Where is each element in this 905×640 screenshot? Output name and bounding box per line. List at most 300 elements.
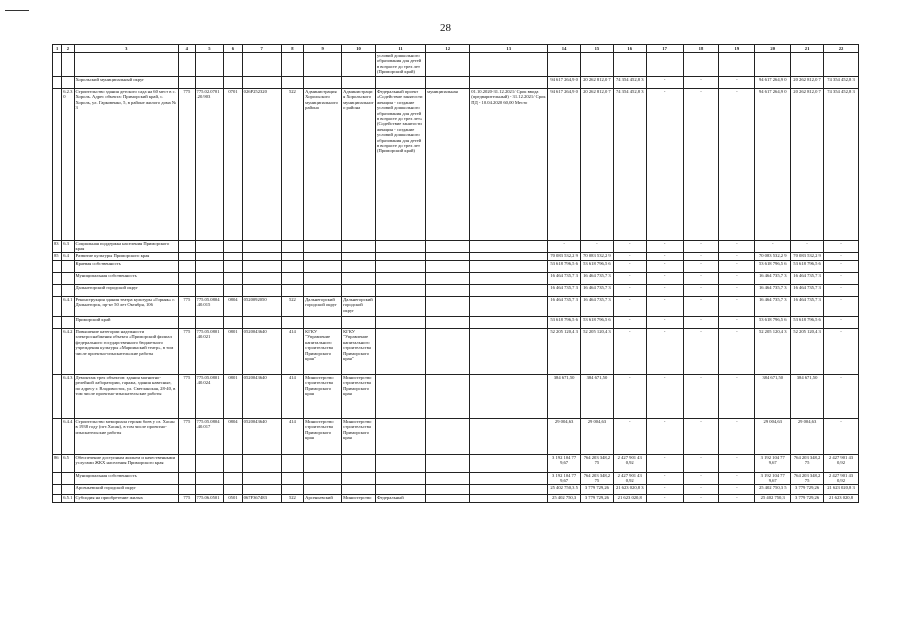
table-cell-c18: -: [683, 455, 719, 473]
table-cell-c2: 6.4.3: [62, 375, 74, 419]
table-cell-c4: [179, 317, 195, 329]
table-cell-c19: -: [719, 285, 755, 297]
table-cell-c6: [224, 261, 242, 273]
table-cell-c16: -: [613, 419, 646, 455]
table-cell-c21: 16 464 735,7 3: [791, 273, 824, 285]
table-cell-c9: [304, 273, 342, 285]
table-cell-c9: [304, 253, 342, 261]
table-cell-c10: [342, 317, 376, 329]
budget-table: [52, 44, 859, 503]
table-cell-c3: Хорольский муниципальный округ: [74, 77, 179, 89]
table-cell-c8: [281, 455, 304, 473]
table-cell-c15: 16 464 735,7 3: [581, 273, 614, 285]
table-cell-c13: [470, 297, 548, 317]
header-cell: 5: [195, 45, 224, 53]
table-cell-c18: [683, 53, 719, 77]
table-cell-c8: 414: [281, 375, 304, 419]
table-cell-c17: -: [646, 494, 683, 502]
table-cell-c3: Реконструкция здания театра культуры «Горняк» г. Дальнегорск, пр-кт 50 лет Октября, 106: [74, 297, 179, 317]
table-cell-c20: 384 671,50: [755, 375, 791, 419]
table-cell-c11: [375, 241, 425, 253]
table-cell-c6: 0804: [224, 297, 242, 317]
table-cell-c12: [426, 53, 470, 77]
table-cell-c12: [426, 253, 470, 261]
table-cell-c9: КГКУ "Управление капитального строительства Приморского края": [304, 329, 342, 375]
table-cell-c7: [242, 77, 281, 89]
header-cell: 4: [179, 45, 195, 53]
table-cell-c3: Социальная поддержка населения Приморского края: [74, 241, 179, 253]
table-cell-c8: [281, 285, 304, 297]
table-cell-c7: [242, 241, 281, 253]
header-cell: 21: [791, 45, 824, 53]
table-cell-c1: [53, 53, 62, 77]
table-cell-c7: 0520043640: [242, 419, 281, 455]
table-cell-c6: [224, 77, 242, 89]
table-cell-c10: Администрация Хорольского муниципального района: [342, 89, 376, 241]
table-cell-c16: 21 623 020,8 3: [613, 484, 646, 494]
table-cell-c1: 85: [53, 253, 62, 261]
table-cell-c7: 026Р252320: [242, 89, 281, 241]
table-cell-c2: 6.5.1: [62, 494, 74, 502]
table-cell-c11: [375, 297, 425, 317]
table-cell-c6: [224, 455, 242, 473]
table-cell-c18: -: [683, 89, 719, 241]
table-cell-c3: Муниципальная собственность: [74, 273, 179, 285]
table-cell-c21: -: [791, 241, 824, 253]
table-cell-c17: -: [646, 317, 683, 329]
table-cell-c19: -: [719, 329, 755, 375]
table-cell-c14: 25 402 750,3: [548, 494, 581, 502]
table-cell-c22: 21 623 020,8: [823, 494, 858, 502]
table-cell-c4: [179, 253, 195, 261]
table-cell-c5: 775.06.0501: [195, 494, 224, 502]
table-cell-c3: Краевая собственность: [74, 261, 179, 273]
table-cell-c19: -: [719, 261, 755, 273]
table-cell-c15: -: [581, 241, 614, 253]
table-cell-c20: 29 004,63: [755, 419, 791, 455]
header-cell: 2: [62, 45, 74, 53]
header-cell: 11: [375, 45, 425, 53]
table-cell-c19: -: [719, 484, 755, 494]
table-cell-c4: [179, 53, 195, 77]
table-cell-c2: 6.3: [62, 241, 74, 253]
table-cell-c5: 775.05.0801 .40.024: [195, 375, 224, 419]
table-cell-c3: Приморский край: [74, 317, 179, 329]
table-cell-c11: [375, 77, 425, 89]
table-cell-c6: 0804: [224, 419, 242, 455]
table-cell-c13: [470, 261, 548, 273]
table-row: [53, 77, 859, 89]
table-cell-c21: 16 464 735,7 3: [791, 285, 824, 297]
table-cell-c19: -: [719, 494, 755, 502]
table-cell-c11: Федеральный: [375, 494, 425, 502]
table-cell-c5: [195, 261, 224, 273]
table-cell-c22: [823, 53, 858, 77]
table-cell-c21: 3 779 729,26: [791, 494, 824, 502]
table-cell-c13: [470, 53, 548, 77]
table-cell-c13: [470, 375, 548, 419]
table-cell-c22: -: [823, 253, 858, 261]
table-cell-c16: 2 427 901 43 0,92: [613, 455, 646, 473]
table-cell-c7: 0520092050: [242, 297, 281, 317]
table-cell-c22: 2 427 901 43 0,92: [823, 473, 858, 485]
table-cell-c16: 74 354 452,8 3: [613, 77, 646, 89]
table-cell-c5: 775.02.0701 .20.903: [195, 89, 224, 241]
table-cell-c2: [62, 273, 74, 285]
table-cell-c17: -: [646, 297, 683, 317]
table-cell-c20: 16 464 735,7 3: [755, 273, 791, 285]
table-cell-c21: 3 779 729,26: [791, 484, 824, 494]
table-cell-c8: [281, 484, 304, 494]
table-cell-c7: [242, 273, 281, 285]
table-cell-c2: [62, 473, 74, 485]
table-cell-c14: 3 192 104 77 9,67: [548, 455, 581, 473]
table-cell-c15: 20 262 812,0 7: [581, 89, 614, 241]
table-cell-c18: -: [683, 473, 719, 485]
table-cell-c3: Демонтаж трех объектов: здания магнитно-релейной лаборатории, гаража, здания навесные, по адресу г. Владивосток, ул. Светланская, 28-40, в том числе проектно-изыскательские работы: [74, 375, 179, 419]
table-cell-c20: 70 083 532,2 9: [755, 253, 791, 261]
table-cell-c7: [242, 285, 281, 297]
header-cell: 6: [224, 45, 242, 53]
table-cell-c14: 29 004,63: [548, 419, 581, 455]
table-cell-c2: 6.4.1: [62, 297, 74, 317]
table-cell-c21: 53 618 796,5 6: [791, 317, 824, 329]
table-cell-c12: [426, 261, 470, 273]
table-cell-c14: 52 205 120,4 3: [548, 329, 581, 375]
table-cell-c4: 775: [179, 329, 195, 375]
header-cell: 7: [242, 45, 281, 53]
table-cell-c6: [224, 484, 242, 494]
table-cell-c7: [242, 484, 281, 494]
table-cell-c7: [242, 53, 281, 77]
table-cell-c11: Федеральный проект «Содействие занятости женщин - создание условий дошкольного образования для детей в возрасте до трех лет» (Содействие занятости женщин - создание условий дошкольного образования для детей в возрасте до трех лет (Приморский край): [375, 89, 425, 241]
table-cell-c13: [470, 253, 548, 261]
table-cell-c16: -: [613, 253, 646, 261]
table-cell-c1: [53, 484, 62, 494]
table-cell-c16: 74 354 452,8 3: [613, 89, 646, 241]
table-cell-c1: [53, 329, 62, 375]
table-cell-c14: [548, 53, 581, 77]
table-cell-c17: -: [646, 273, 683, 285]
table-cell-c2: 6.4: [62, 253, 74, 261]
table-cell-c6: 0801: [224, 375, 242, 419]
table-cell-c21: 20 262 812,0 7: [791, 77, 824, 89]
table-cell-c13: [470, 285, 548, 297]
table-cell-c17: -: [646, 253, 683, 261]
table-cell-c9: Дальнегорский городской округ: [304, 297, 342, 317]
table-cell-c3: Строительство мемориала героям боев у оз. Хасан в 1938 году (пгт.Хасан), в том числе проектно-изыскательские работы: [74, 419, 179, 455]
table-cell-c19: [719, 53, 755, 77]
table-cell-c17: [646, 53, 683, 77]
table-cell-c22: -: [823, 261, 858, 273]
table-cell-c18: -: [683, 484, 719, 494]
table-cell-c14: 70 083 532,2 9: [548, 253, 581, 261]
table-cell-c16: -: [613, 317, 646, 329]
header-cell: 19: [719, 45, 755, 53]
table-cell-c8: [281, 77, 304, 89]
header-cell: 10: [342, 45, 376, 53]
table-cell-c4: [179, 241, 195, 253]
table-cell-c4: [179, 484, 195, 494]
table-row: [53, 455, 859, 473]
table-cell-c2: [62, 77, 74, 89]
table-row: [53, 273, 859, 285]
table-cell-c14: -: [548, 241, 581, 253]
header-cell: 22: [823, 45, 858, 53]
table-row: [53, 317, 859, 329]
table-cell-c11: [375, 273, 425, 285]
table-cell-c20: 25 402 750,3: [755, 494, 791, 502]
table-cell-c4: 775: [179, 419, 195, 455]
table-cell-c22: -: [823, 241, 858, 253]
table-cell-c7: [242, 253, 281, 261]
table-cell-c2: [62, 285, 74, 297]
table-cell-c22: -: [823, 297, 858, 317]
table-cell-c18: -: [683, 253, 719, 261]
table-cell-c11: [375, 261, 425, 273]
table-cell-c9: Администрация Хорольского муниципального района: [304, 89, 342, 241]
table-cell-c20: 53 618 796,5 6: [755, 261, 791, 273]
table-cell-c19: -: [719, 375, 755, 419]
table-cell-c20: -: [755, 241, 791, 253]
table-cell-c10: [342, 484, 376, 494]
table-cell-c13: [470, 455, 548, 473]
table-cell-c18: -: [683, 419, 719, 455]
table-cell-c10: Министерство строительства Приморского края: [342, 375, 376, 419]
table-cell-c21: 764 203 348,2 75: [791, 455, 824, 473]
table-cell-c20: 3 192 104 77 9,67: [755, 473, 791, 485]
table-cell-c22: 74 354 452,8 3: [823, 77, 858, 89]
table-cell-c13: [470, 329, 548, 375]
table-cell-c4: 775: [179, 89, 195, 241]
table-cell-c7: [242, 473, 281, 485]
table-cell-c6: [224, 53, 242, 77]
table-cell-c8: [281, 273, 304, 285]
table-cell-c19: -: [719, 297, 755, 317]
table-header-row: [53, 45, 859, 53]
table-cell-c14: 53 618 796,5 6: [548, 261, 581, 273]
table-cell-c16: -: [613, 297, 646, 317]
table-cell-c16: -: [613, 329, 646, 375]
table-cell-c12: [426, 484, 470, 494]
table-cell-c18: -: [683, 261, 719, 273]
table-cell-c9: [304, 455, 342, 473]
table-cell-c21: 384 671,50: [791, 375, 824, 419]
table-cell-c5: [195, 273, 224, 285]
table-cell-c16: 21 623 020,8: [613, 494, 646, 502]
table-cell-c13: [470, 273, 548, 285]
table-cell-c17: -: [646, 375, 683, 419]
table-cell-c12: [426, 329, 470, 375]
table-cell-c5: 775.05.0804 .40.017: [195, 419, 224, 455]
table-cell-c15: 3 779 729,26: [581, 484, 614, 494]
table-cell-c3: Повышение категории надежности электроснабжения объекта «Приморский филиал федерального государственного бюджетного учреждения культуры «Мариинский театр», в том числе проектно-изыскательские работы: [74, 329, 179, 375]
table-cell-c9: [304, 77, 342, 89]
table-cell-c1: [53, 297, 62, 317]
table-cell-c9: [304, 473, 342, 485]
table-cell-c14: 16 464 735,7 3: [548, 297, 581, 317]
table-cell-c4: [179, 273, 195, 285]
table-cell-c6: 0801: [224, 329, 242, 375]
table-cell-c11: [375, 375, 425, 419]
table-cell-c1: [53, 494, 62, 502]
table-cell-c22: -: [823, 317, 858, 329]
table-cell-c1: [53, 285, 62, 297]
table-cell-c5: [195, 253, 224, 261]
table-cell-c11: [375, 419, 425, 455]
table-cell-c15: 3 779 729,26: [581, 494, 614, 502]
table-cell-c17: -: [646, 89, 683, 241]
table-cell-c5: [195, 241, 224, 253]
table-cell-c9: [304, 261, 342, 273]
table-cell-c21: 20 262 812,0 7: [791, 89, 824, 241]
table-cell-c8: 414: [281, 329, 304, 375]
table-cell-c1: [53, 77, 62, 89]
table-cell-c12: муниципальная: [426, 89, 470, 241]
table-cell-c18: -: [683, 77, 719, 89]
table-cell-c4: [179, 261, 195, 273]
table-cell-c4: [179, 77, 195, 89]
table-cell-c22: 2 427 901 43 0,92: [823, 455, 858, 473]
table-cell-c18: -: [683, 273, 719, 285]
table-cell-c15: 384 671,50: [581, 375, 614, 419]
table-row: [53, 241, 859, 253]
table-cell-c20: 16 464 735,7 3: [755, 297, 791, 317]
table-cell-c12: [426, 77, 470, 89]
table-cell-c17: -: [646, 241, 683, 253]
table-cell-c16: -: [613, 375, 646, 419]
table-cell-c10: [342, 285, 376, 297]
table-cell-c14: 94 617 264,9 0: [548, 89, 581, 241]
table-cell-c15: 53 618 796,5 6: [581, 317, 614, 329]
table-cell-c2: 6.4.2: [62, 329, 74, 375]
table-cell-c7: [242, 317, 281, 329]
table-cell-c6: [224, 473, 242, 485]
table-row: [53, 473, 859, 485]
table-cell-c19: -: [719, 455, 755, 473]
table-cell-c12: [426, 455, 470, 473]
table-cell-c15: 29 004,63: [581, 419, 614, 455]
corner-mark: [5, 10, 29, 11]
header-cell: 8: [281, 45, 304, 53]
table-cell-c17: -: [646, 419, 683, 455]
table-cell-c5: [195, 455, 224, 473]
table-cell-c14: 25 402 750,3 5: [548, 484, 581, 494]
table-cell-c10: Министерство: [342, 494, 376, 502]
table-cell-c13: [470, 473, 548, 485]
table-cell-c11: [375, 484, 425, 494]
table-cell-c15: 20 262 812,0 7: [581, 77, 614, 89]
table-cell-c6: [224, 317, 242, 329]
table-cell-c3: Развитие культуры Приморского края: [74, 253, 179, 261]
table-cell-c10: Дальнегорский городской округ: [342, 297, 376, 317]
table-cell-c19: -: [719, 473, 755, 485]
table-cell-c19: -: [719, 77, 755, 89]
table-cell-c8: 522: [281, 89, 304, 241]
table-cell-c16: 2 427 901 43 0,92: [613, 473, 646, 485]
table-cell-c10: [342, 241, 376, 253]
table-cell-c11: [375, 253, 425, 261]
table-cell-c18: -: [683, 494, 719, 502]
table-cell-c17: -: [646, 455, 683, 473]
table-cell-c1: [53, 419, 62, 455]
table-cell-c13: [470, 77, 548, 89]
table-cell-c21: 70 083 532,2 9: [791, 253, 824, 261]
table-row: [53, 53, 859, 77]
table-cell-c9: [304, 53, 342, 77]
table-cell-c6: [224, 253, 242, 261]
table-cell-c20: 25 402 750,3 5: [755, 484, 791, 494]
table-cell-c15: [581, 53, 614, 77]
table-cell-c20: [755, 53, 791, 77]
table-cell-c22: -: [823, 329, 858, 375]
table-cell-c13: [470, 419, 548, 455]
table-cell-c1: [53, 317, 62, 329]
header-cell: 15: [581, 45, 614, 53]
table-cell-c1: 83: [53, 241, 62, 253]
table-cell-c1: [53, 273, 62, 285]
header-cell: 13: [470, 45, 548, 53]
table-cell-c15: 764 203 348,2 75: [581, 455, 614, 473]
table-cell-c14: 94 617 264,9 0: [548, 77, 581, 89]
table-row: [53, 329, 859, 375]
table-cell-c21: 52 205 120,4 3: [791, 329, 824, 375]
table-row: [53, 297, 859, 317]
table-cell-c5: [195, 317, 224, 329]
table-cell-c17: -: [646, 484, 683, 494]
table-cell-c10: [342, 261, 376, 273]
table-cell-c14: 384 671,50: [548, 375, 581, 419]
table-cell-c21: 29 004,63: [791, 419, 824, 455]
table-cell-c8: [281, 261, 304, 273]
table-cell-c16: -: [613, 261, 646, 273]
table-cell-c3: Муниципальная собственность: [74, 473, 179, 485]
table-cell-c10: [342, 455, 376, 473]
table-cell-c21: 764 203 348,2 75: [791, 473, 824, 485]
table-cell-c17: -: [646, 285, 683, 297]
table-cell-c3: Арсеньевский городской округ: [74, 484, 179, 494]
table-cell-c10: [342, 273, 376, 285]
table-cell-c1: 86: [53, 455, 62, 473]
table-row: [53, 261, 859, 273]
table-row: [53, 375, 859, 419]
table-cell-c7: 067F367483: [242, 494, 281, 502]
table-cell-c11: [375, 455, 425, 473]
table-cell-c17: -: [646, 473, 683, 485]
table-cell-c7: [242, 455, 281, 473]
table-cell-c22: -: [823, 375, 858, 419]
table-cell-c3: Строительство здания детского сада на 60 мест в с. Хороль. Адрес объекта: Приморский край, с. Хороль, ул. Гарковенко, 5, в районе жилого дома № 3: [74, 89, 179, 241]
table-cell-c1: [53, 261, 62, 273]
table-row: [53, 494, 859, 502]
table-cell-c15: 16 464 735,7 3: [581, 297, 614, 317]
table-cell-c10: [342, 473, 376, 485]
table-cell-c2: [62, 317, 74, 329]
table-cell-c4: [179, 285, 195, 297]
table-cell-c11: [375, 329, 425, 375]
table-cell-c5: [195, 473, 224, 485]
table-cell-c5: 775.05.0804 .40.015: [195, 297, 224, 317]
table-cell-c9: [304, 285, 342, 297]
table-cell-c20: 3 192 104 77 9,67: [755, 455, 791, 473]
table-cell-c11: условий дошкольного образования для детей в возрасте до трех лет (Приморский край): [375, 53, 425, 77]
table-cell-c4: 775: [179, 494, 195, 502]
table-cell-c18: -: [683, 375, 719, 419]
table-cell-c19: -: [719, 419, 755, 455]
table-cell-c2: [62, 484, 74, 494]
header-cell: 20: [755, 45, 791, 53]
table-row: [53, 285, 859, 297]
